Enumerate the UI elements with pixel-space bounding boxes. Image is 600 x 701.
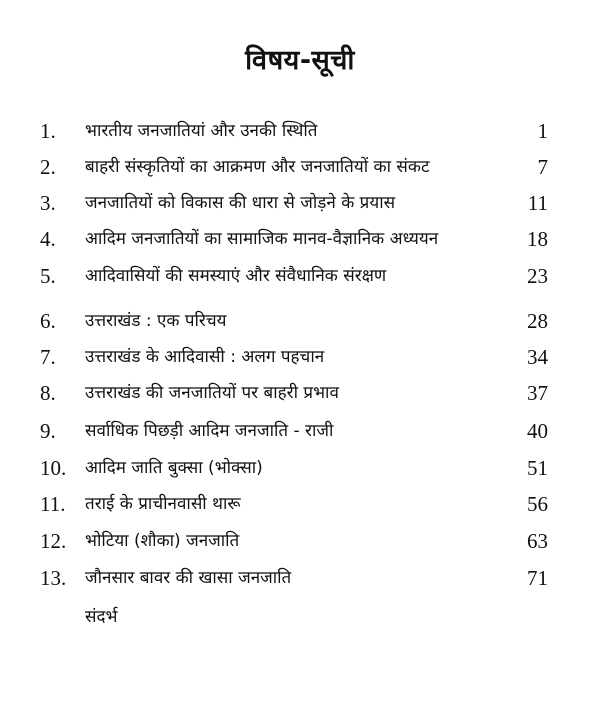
entry-number: 6. <box>40 309 56 333</box>
entry-number: 9. <box>40 419 56 443</box>
entry-number: 13. <box>40 566 67 590</box>
entry-page-number: 11 <box>527 191 548 215</box>
entry-number: 8. <box>40 381 56 405</box>
entry-title: उत्तराखंड : एक परिचय <box>85 311 227 331</box>
entry-page-number: 63 <box>527 529 548 553</box>
entry-number: 11. <box>40 492 66 516</box>
entry-title: भारतीय जनजातियां और उनकी स्थिति <box>85 121 318 141</box>
entry-title: सर्वाधिक पिछड़ी आदिम जनजाति - राजी <box>85 421 334 441</box>
entry-page-number: 23 <box>527 264 548 288</box>
entry-page-number: 28 <box>527 309 548 333</box>
entry-page-number: 51 <box>527 456 548 480</box>
entry-title: आदिम जाति बुक्सा (भोक्सा) <box>85 458 263 478</box>
toc-entry <box>0 451 600 485</box>
toc-entry <box>0 114 600 148</box>
entry-number: 12. <box>40 529 67 553</box>
entry-page-number: 56 <box>527 492 548 516</box>
entry-title: उत्तराखंड के आदिवासी : अलग पहचान <box>85 347 325 367</box>
toc-entry <box>0 259 600 293</box>
entry-page-number: 40 <box>527 419 548 443</box>
toc-entry <box>0 561 600 595</box>
entry-number: 2. <box>40 155 56 179</box>
entry-number: 10. <box>40 456 67 480</box>
toc-entry <box>0 414 600 448</box>
entry-page-number: 34 <box>527 345 548 369</box>
entry-page-number: 7 <box>537 155 548 179</box>
entry-number: 1. <box>40 119 56 143</box>
toc-entry <box>0 186 600 220</box>
entry-title: आदिम जनजातियों का सामाजिक मानव-वैज्ञानिक अध्ययन <box>85 229 439 249</box>
entry-number: 5. <box>40 264 56 288</box>
toc-entry <box>0 487 600 521</box>
toc-entry <box>0 222 600 256</box>
entry-page-number: 1 <box>537 119 548 143</box>
references-entry: संदर्भ <box>85 607 118 627</box>
entry-number: 7. <box>40 345 56 369</box>
entry-page-number: 71 <box>527 566 548 590</box>
entry-title: बाहरी संस्कृतियों का आक्रमण और जनजातियों का संकट <box>85 157 430 177</box>
toc-entry <box>0 304 600 338</box>
entry-title: उत्तराखंड की जनजातियों पर बाहरी प्रभाव <box>85 383 339 403</box>
entry-title: आदिवासियों की समस्याएं और संवैधानिक संरक्षण <box>85 266 387 286</box>
entry-title: भोटिया (शौका) जनजाति <box>85 531 240 551</box>
entry-number: 4. <box>40 227 56 251</box>
toc-entry <box>0 524 600 558</box>
page-title: विषय-सूची <box>245 45 355 76</box>
entry-page-number: 37 <box>527 381 548 405</box>
entry-page-number: 18 <box>527 227 548 251</box>
toc-entry <box>0 376 600 410</box>
entry-title: जौनसार बावर की खासा जनजाति <box>85 568 292 588</box>
toc-entry <box>0 150 600 184</box>
toc-entry <box>0 340 600 374</box>
entry-number: 3. <box>40 191 56 215</box>
entry-title: तराई के प्राचीनवासी थारू <box>85 494 241 514</box>
entry-title: जनजातियों को विकास की धारा से जोड़ने के प्रयास <box>85 193 396 213</box>
